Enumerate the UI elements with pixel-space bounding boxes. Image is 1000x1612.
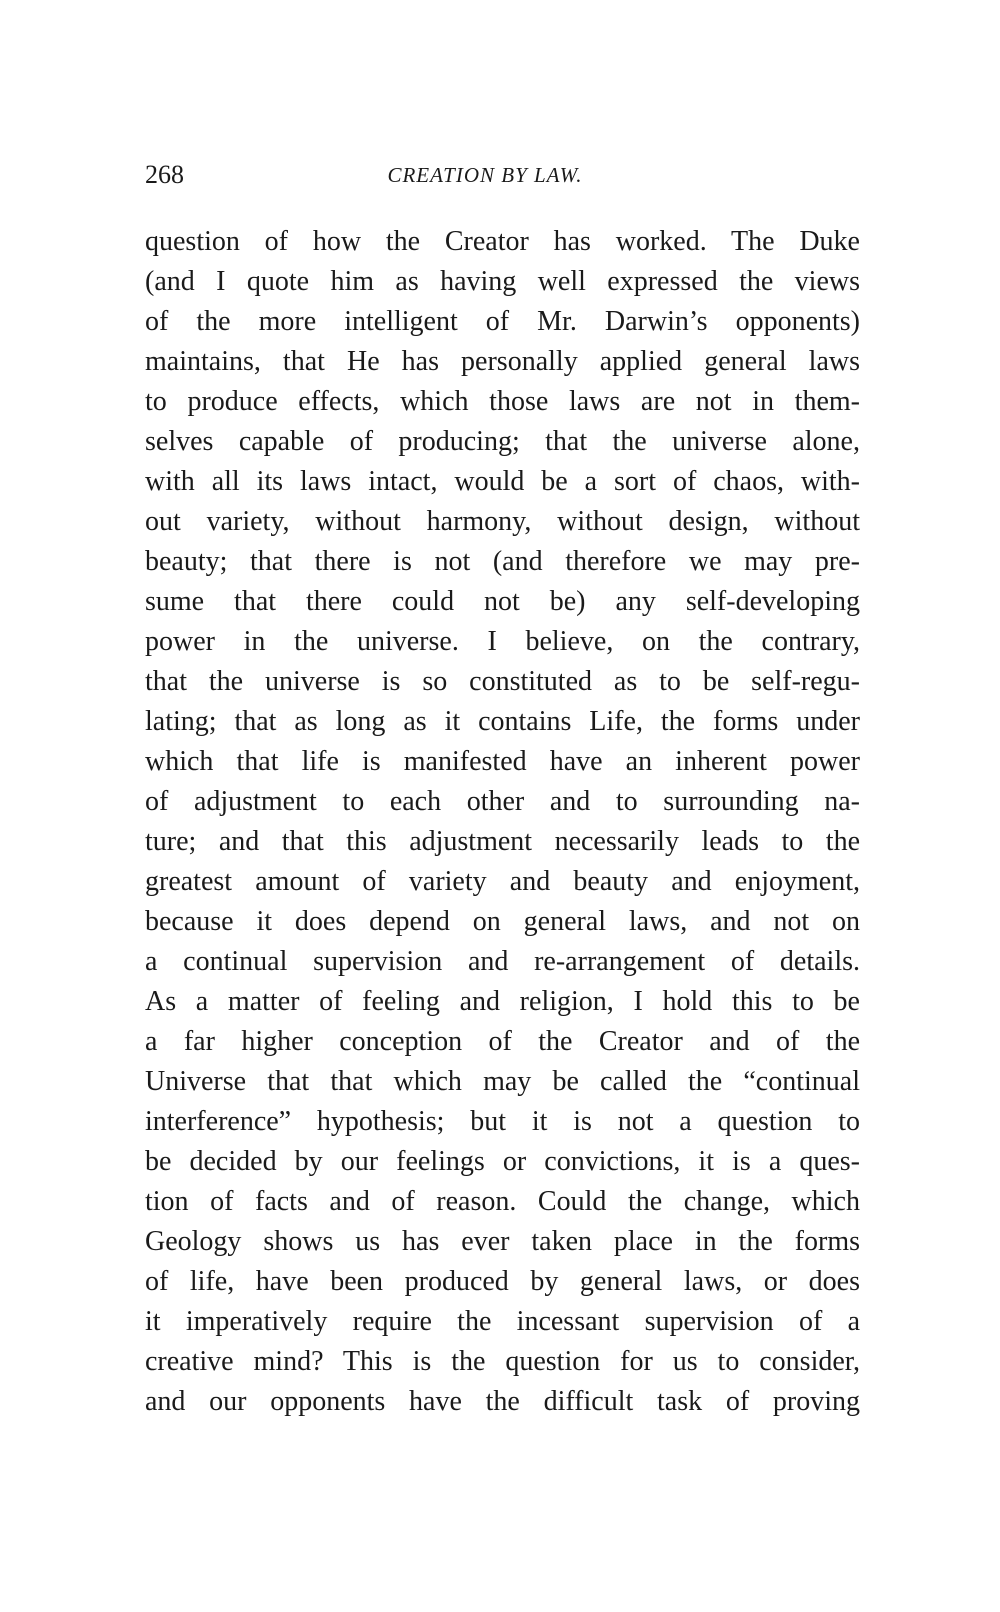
text-line: creative mind? This is the question for us to consider, — [145, 1346, 860, 1377]
text-line: As a matter of feeling and religion, I hold this to be — [145, 986, 860, 1017]
text-line: a far higher conception of the Creator and of the — [145, 1026, 860, 1057]
text-line: which that life is manifested have an inherent power — [145, 746, 860, 777]
text-line: power in the universe. I believe, on the contrary, — [145, 626, 860, 657]
text-line: Geology shows us has ever taken place in the forms — [145, 1226, 860, 1257]
text-line: ture; and that this adjustment necessarily leads to the — [145, 826, 860, 857]
text-line: selves capable of producing; that the universe alone, — [145, 426, 860, 457]
body-text — [145, 222, 860, 1422]
text-line: that the universe is so constituted as to be self-regu- — [145, 666, 860, 697]
text-line: to produce effects, which those laws are not in them- — [145, 386, 860, 417]
text-line: with all its laws intact, would be a sort of chaos, with- — [145, 466, 860, 497]
text-line: out variety, without harmony, without design, without — [145, 506, 860, 537]
text-line: (and I quote him as having well expressed the views — [145, 266, 860, 297]
text-line: a continual supervision and re-arrangement of details. — [145, 946, 860, 977]
text-line: lating; that as long as it contains Life, the forms under — [145, 706, 860, 737]
text-line: be decided by our feelings or convictions, it is a ques- — [145, 1146, 860, 1177]
text-line: sume that there could not be) any self-developing — [145, 586, 860, 617]
text-line: and our opponents have the difficult task of proving — [145, 1386, 860, 1417]
text-line: Universe that that which may be called the “continual — [145, 1066, 860, 1097]
text-line: of adjustment to each other and to surrounding na- — [145, 786, 860, 817]
text-line: greatest amount of variety and beauty and enjoyment, — [145, 866, 860, 897]
text-line: because it does depend on general laws, and not on — [145, 906, 860, 937]
text-line: question of how the Creator has worked. The Duke — [145, 226, 860, 257]
text-line: maintains, that He has personally applied general laws — [145, 346, 860, 377]
text-line: of the more intelligent of Mr. Darwin’s opponents) — [145, 306, 860, 337]
text-line: it imperatively require the incessant supervision of a — [145, 1306, 860, 1337]
page-number: 268 — [145, 160, 184, 189]
text-line: beauty; that there is not (and therefore we may pre- — [145, 546, 860, 577]
running-title: CREATION BY LAW. — [387, 163, 583, 187]
text-line: interference” hypothesis; but it is not a question to — [145, 1106, 860, 1137]
text-line: tion of facts and of reason. Could the change, which — [145, 1186, 860, 1217]
page-header — [145, 158, 860, 192]
text-line: of life, have been produced by general laws, or does — [145, 1266, 860, 1297]
